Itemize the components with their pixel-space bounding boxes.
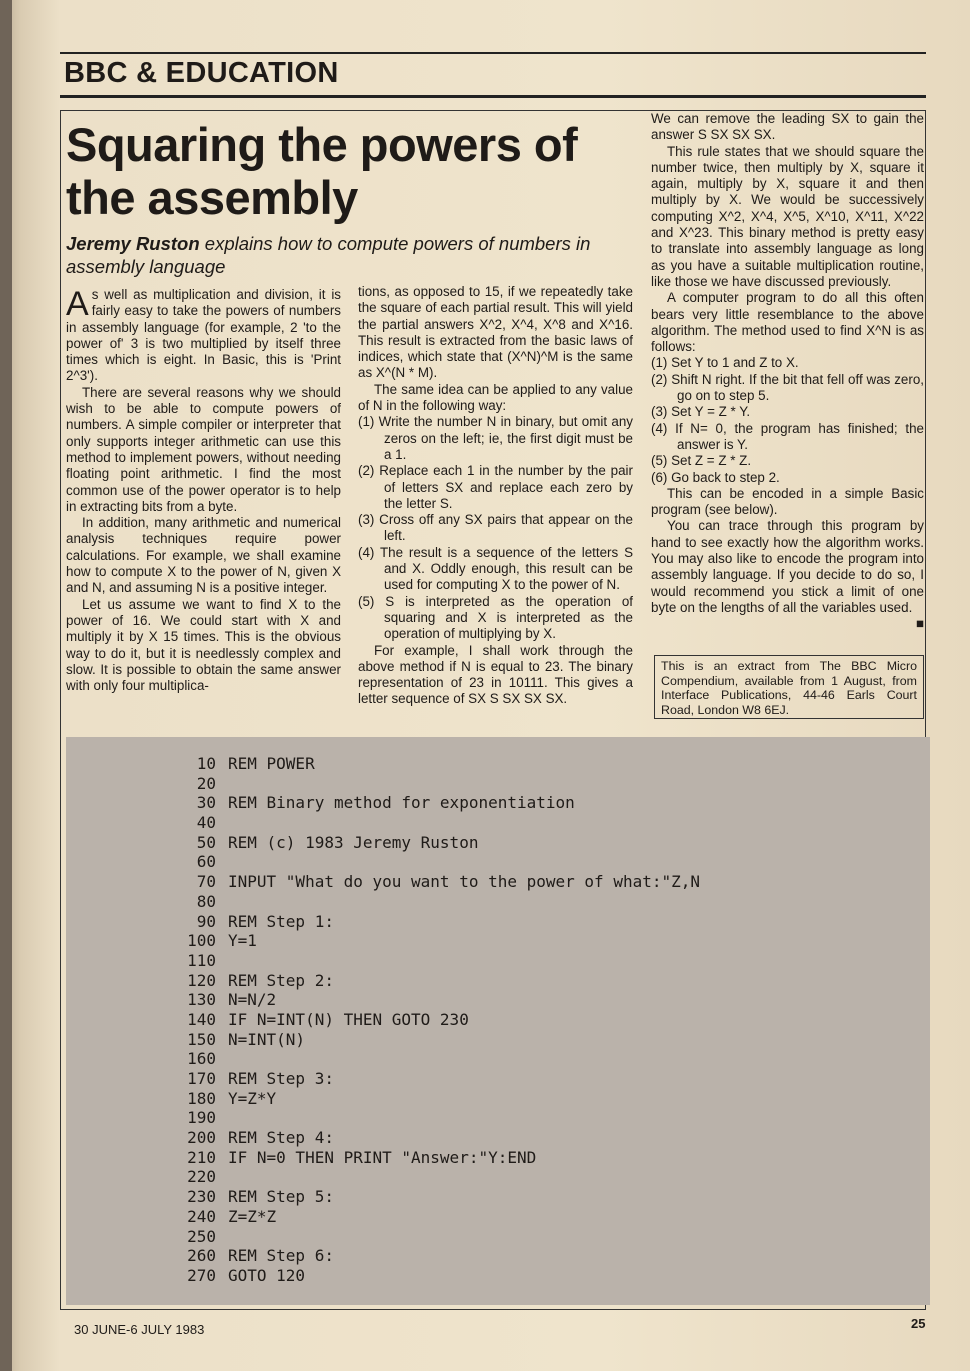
paragraph: This rule states that we should square the number twice, then multiply by X, square it again, multiply by X, square it and then multiply by X. We would be successively computing X^2, X^4, X^5, X^10, X^11, X^22 and X^23. This binary method is pretty easy to translate into assembly language as long as you have a suitable multiplication routine, like those we have discussed previously.: [651, 143, 924, 289]
method-steps: [358, 414, 633, 642]
section-title: BBC & EDUCATION: [64, 57, 339, 89]
column-1: [66, 287, 341, 694]
list-item: (3) Set Y = Z * Y.: [651, 404, 751, 420]
paragraph-text: s well as multiplication and division, it is fairly easy to take the powers of numbers in assembly language (for example, 2 'to the power of' 3 is two multiplied by itself three times which is eight. In Basic, this is 'Print 2^3').: [66, 287, 341, 384]
code-line: [174, 1030, 914, 1050]
code-line: [174, 774, 914, 794]
paragraph: A computer program to do all this often bears very little resemblance to the above algorithm. The method used to find X^N is as follows:: [651, 290, 924, 355]
line-number: 260: [187, 1246, 216, 1266]
code-text: REM Step 1:: [228, 911, 334, 931]
paragraph: We can remove the leading SX to gain the answer S SX SX SX.: [651, 111, 924, 143]
list-item: (4) If N= 0, the program has finished; the answer is Y.: [651, 420, 924, 452]
paragraph: [66, 287, 341, 385]
code-text: REM POWER: [228, 754, 315, 773]
issue-date: 30 JUNE-6 JULY 1983: [74, 1322, 205, 1337]
code-text: REM Step 5:: [228, 1187, 334, 1207]
code-line: [174, 931, 914, 951]
list-item: (4) The result is a sequence of the letters S and X. Oddly enough, this result can be used for computing X to the power of N.: [358, 544, 633, 593]
line-number: 180: [187, 1088, 216, 1108]
code-line: [174, 990, 914, 1010]
line-number: 20: [196, 773, 216, 793]
code-text: REM Step 3:: [228, 1069, 334, 1088]
line-number: 240: [187, 1206, 216, 1226]
end-mark: ■: [915, 616, 924, 632]
code-line: [174, 1246, 914, 1266]
code-line: [174, 912, 914, 932]
code-line: [174, 971, 914, 991]
list-item: (2) Shift N right. If the bit that fell off was zero, go on to step 5.: [651, 371, 924, 404]
code-line: [174, 793, 914, 813]
code-text: REM (c) 1983 Jeremy Ruston: [228, 832, 479, 852]
line-number: 250: [187, 1226, 216, 1246]
code-line: [174, 1069, 914, 1089]
line-number: 80: [196, 891, 216, 911]
code-line: [174, 892, 914, 912]
line-number: 230: [187, 1187, 216, 1207]
standfirst-text: explains how to compute powers of numbers in assembly language: [66, 233, 591, 277]
code-line: [174, 872, 914, 892]
standfirst: [66, 232, 626, 278]
line-number: 40: [196, 813, 216, 833]
line-number: 70: [196, 872, 216, 892]
code-line: [174, 754, 914, 774]
list-item: (1) Set Y to 1 and Z to X.: [651, 355, 799, 371]
line-number: 150: [187, 1029, 216, 1049]
code-text: Z=Z*Z: [228, 1206, 277, 1226]
paragraph: For example, I shall work through the above method if N is equal to 23. The binary representation of 23 in 10111. This gives a letter sequence of SX S SX SX SX.: [358, 642, 633, 707]
paragraph: [651, 518, 924, 632]
code-text: REM Step 6:: [228, 1246, 334, 1266]
code-line: [174, 1010, 914, 1030]
paragraph: In addition, many arithmetic and numerical analysis techniques require power calculations. For example, we shall examine how to compute X to the power of N, given X and N, and assuming N is a positive integer.: [66, 515, 341, 596]
drop-cap: A: [66, 285, 89, 323]
program-listing: [174, 754, 914, 1286]
code-text: INPUT "What do you want to the power of what:"Z,N: [228, 872, 701, 892]
code-line: [174, 1108, 914, 1128]
list-item: (1) Write the number N in binary, but omit any zeros on the left; ie, the first digit must be a 1.: [358, 414, 633, 462]
line-number: 100: [187, 931, 216, 951]
code-line: [174, 1049, 914, 1069]
code-line: [174, 1148, 914, 1168]
code-line: [174, 951, 914, 971]
code-line: [174, 1207, 914, 1227]
code-line: [174, 852, 914, 872]
line-number: 120: [187, 970, 216, 990]
line-number: 130: [187, 990, 216, 1010]
list-item: (2) Replace each 1 in the number by the pair of letters SX and replace each zero by the letter S.: [358, 463, 633, 511]
code-text: IF N=INT(N) THEN GOTO 230: [228, 1009, 469, 1029]
code-line: [174, 813, 914, 833]
paragraph: There are several reasons why we should wish to be able to compute powers of numbers. A simple compiler or interpreter that only supports integer arithmetic can use this method to implement powers, without needing floating point arithmetic. I find the most common use of the power operator is to help in extracting bits from a byte.: [66, 384, 341, 514]
code-text: GOTO 120: [228, 1265, 306, 1285]
article-headline: Squaring the powers of the assembly: [66, 118, 578, 224]
section-rule: [60, 95, 926, 98]
code-text: Y=1: [228, 931, 257, 951]
line-number: 30: [196, 793, 216, 813]
line-number: 270: [187, 1265, 216, 1285]
code-line: [174, 1266, 914, 1286]
code-text: REM Step 2:: [228, 970, 334, 990]
code-line: [174, 833, 914, 853]
line-number: 110: [187, 950, 216, 970]
list-item: (3) Cross off any SX pairs that appear on the left.: [358, 512, 633, 544]
line-number: 10: [196, 754, 216, 773]
algorithm-steps: [651, 355, 924, 485]
line-number: 140: [187, 1009, 216, 1029]
column-3: [651, 111, 924, 633]
code-line: [174, 1128, 914, 1148]
author-name: Jeremy Ruston: [66, 233, 200, 254]
code-text: Y=Z*Y: [228, 1088, 277, 1108]
code-text: REM Step 4:: [228, 1128, 334, 1148]
code-text: REM Binary method for exponentiation: [228, 793, 575, 813]
list-item: (5) S is interpreted as the operation of squaring and X is interpreted as the operation of multiplying by X.: [358, 593, 633, 642]
credit-box: This is an extract from The BBC Micro Compendium, available from 1 August, from Interface Publications, 44-46 Earls Court Road, London W8 6EJ.: [654, 655, 924, 719]
code-line: [174, 1187, 914, 1207]
code-line: [174, 1089, 914, 1109]
code-text: IF N=0 THEN PRINT "Answer:"Y:END: [228, 1147, 537, 1167]
paragraph: The same idea can be applied to any value of N in the following way:: [358, 381, 633, 414]
line-number: 50: [196, 832, 216, 852]
line-number: 220: [187, 1167, 216, 1187]
line-number: 170: [187, 1069, 216, 1088]
paragraph-text: You can trace through this program by hand to see exactly how the algorithm works. You may also like to encode the program into assembly language. If you decide to do so, I would recommend you stick a limit of one byte on the lengths of all the variables used.: [651, 518, 924, 615]
code-line: [174, 1167, 914, 1187]
paragraph: This can be encoded in a simple Basic program (see below).: [651, 485, 924, 518]
line-number: 60: [196, 852, 216, 872]
line-number: 210: [187, 1147, 216, 1167]
code-line: [174, 1227, 914, 1247]
line-number: 160: [187, 1049, 216, 1069]
code-text: N=N/2: [228, 990, 277, 1010]
code-text: N=INT(N): [228, 1029, 306, 1049]
column-2: [358, 284, 633, 708]
line-number: 200: [187, 1128, 216, 1148]
top-rule: [60, 52, 926, 54]
page-edge: [0, 0, 12, 1371]
line-number: 90: [196, 911, 216, 931]
list-item: (6) Go back to step 2.: [651, 469, 780, 485]
paragraph: tions, as opposed to 15, if we repeatedly take the square of each partial result. This will yield the partial answers X^2, X^4, X^8 and X^16. This result is extracted from the basic laws of indices, which state that (X^N)^M is the same as X^(N * M).: [358, 284, 633, 381]
page-number: 25: [911, 1316, 926, 1331]
paragraph: Let us assume we want to find X to the power of 16. We could start with X and multiply it by X 15 times. This is the obvious way to do it, but it is needlessly complex and slow. It is possible to obtain the same answer with only four multiplica-: [66, 596, 341, 694]
line-number: 190: [187, 1108, 216, 1128]
list-item: (5) Set Z = Z * Z.: [651, 453, 752, 469]
